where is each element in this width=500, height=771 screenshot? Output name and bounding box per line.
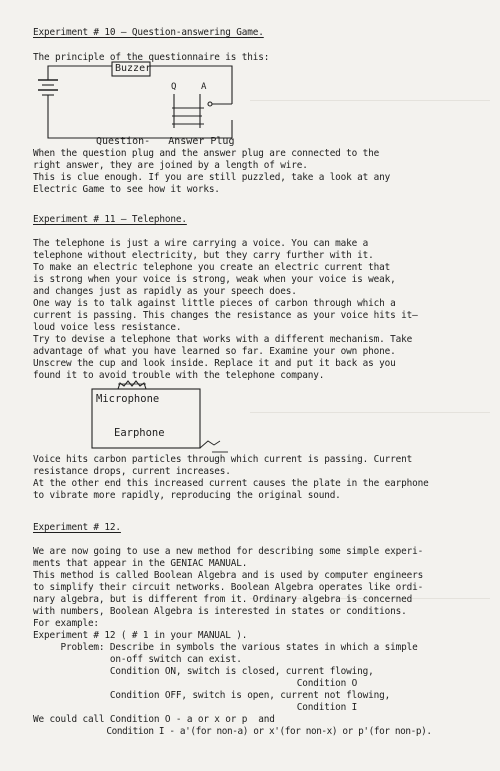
exp11-line: Try to devise a telephone that works with a different mechanism. Take bbox=[33, 334, 413, 345]
exp11-line: Voice hits carbon particles through which current is passing. Current bbox=[33, 454, 413, 465]
exp10-line: right answer, they are joined by a length of wire. bbox=[33, 160, 308, 171]
exp10-line: This is clue enough. If you are still puzzled, take a look at any bbox=[33, 172, 391, 183]
plug-caption: Question- Answer Plug bbox=[96, 136, 235, 147]
plug-a-icon bbox=[200, 94, 232, 128]
exp12-line: This method is called Boolean Algebra and is used by computer engineers bbox=[33, 570, 424, 581]
exp11-line: At the other end this increased current causes the plate in the earphone bbox=[33, 478, 429, 489]
exp11-heading: Experiment # 11 — Telephone. bbox=[33, 214, 187, 225]
exp12-line: with numbers, Boolean Algebra is interested in states or conditions. bbox=[33, 606, 407, 617]
exp10-line: When the question plug and the answer plug are connected to the bbox=[33, 148, 380, 159]
exp12-line: Condition I bbox=[33, 702, 358, 713]
exp10-line: Electric Game to see how it works. bbox=[33, 184, 220, 195]
exp11-line: loud voice less resistance. bbox=[33, 322, 182, 333]
microphone-label: Microphone bbox=[96, 393, 160, 405]
plug-a-label: A bbox=[201, 82, 207, 92]
earphone-plate-icon bbox=[200, 441, 220, 448]
exp12-line: Problem: Describe in symbols the various states in which a simple bbox=[33, 642, 418, 653]
exp12-line: Experiment # 12 ( # 1 in your MANUAL ). bbox=[33, 630, 248, 641]
exp12-line: ments that appear in the GENIAC MANUAL. bbox=[33, 558, 248, 569]
exp12-line: We could call Condition O - a or x or p and bbox=[33, 714, 275, 725]
exp11-line: Unscrew the cup and look inside. Replace it and put it back as you bbox=[33, 358, 396, 369]
exp12-line: Condition ON, switch is closed, current flowing, bbox=[33, 666, 374, 677]
exp12-line: Condition O bbox=[33, 678, 358, 689]
buzzer-label: Buzzer bbox=[115, 63, 152, 74]
exp12-line: For example: bbox=[33, 618, 99, 629]
exp11-line: current is passing. This changes the resistance as your voice hits it— bbox=[33, 310, 418, 321]
exp12-heading: Experiment # 12. bbox=[33, 522, 121, 533]
exp12-line: Condition OFF, switch is open, current not flowing, bbox=[33, 690, 391, 701]
exp10-heading: Experiment # 10 — Question-answering Game. bbox=[33, 27, 264, 38]
exp12-line: We are now going to use a new method for describing some simple experi- bbox=[33, 546, 424, 557]
exp12-line: on-off switch can exist. bbox=[33, 654, 242, 665]
exp11-line: The telephone is just a wire carrying a voice. You can make a bbox=[33, 238, 369, 249]
plug-q-label: Q bbox=[171, 82, 177, 92]
exp12-line: to simplify their circuit networks. Boolean Algebra operates like ordi- bbox=[33, 582, 424, 593]
exp11-line: and changes just as rapidly as your speech does. bbox=[33, 286, 297, 297]
battery-icon bbox=[38, 72, 58, 100]
exp11-line: found it to avoid trouble with the telephone company. bbox=[33, 370, 325, 381]
telephone-circuit bbox=[92, 381, 228, 452]
exp11-line: One way is to talk against little pieces of carbon through which a bbox=[33, 298, 396, 309]
exp12-line: nary algebra, but is different from it. Ordinary algebra is concerned bbox=[33, 594, 413, 605]
exp11-line: To make an electric telephone you create an electric current that bbox=[33, 262, 391, 273]
carbon-granules-icon bbox=[118, 381, 146, 389]
exp10-intro: The principle of the questionnaire is this: bbox=[33, 52, 270, 63]
exp11-line: to vibrate more rapidly, reproducing the original sound. bbox=[33, 490, 341, 501]
plug-q-icon bbox=[172, 94, 204, 128]
exp12-line: Condition I - a'(for non-a) or x'(for non-x) or p'(for non-p). bbox=[33, 726, 432, 737]
exp11-line: resistance drops, current increases. bbox=[33, 466, 231, 477]
exp11-line: is strong when your voice is strong, weak when your voice is weak, bbox=[33, 274, 396, 285]
earphone-label: Earphone bbox=[114, 427, 165, 439]
exp11-line: advantage of what you have learned so far. Examine your own phone. bbox=[33, 346, 396, 357]
exp11-line: telephone without electricity, but they carry further with it. bbox=[33, 250, 374, 261]
